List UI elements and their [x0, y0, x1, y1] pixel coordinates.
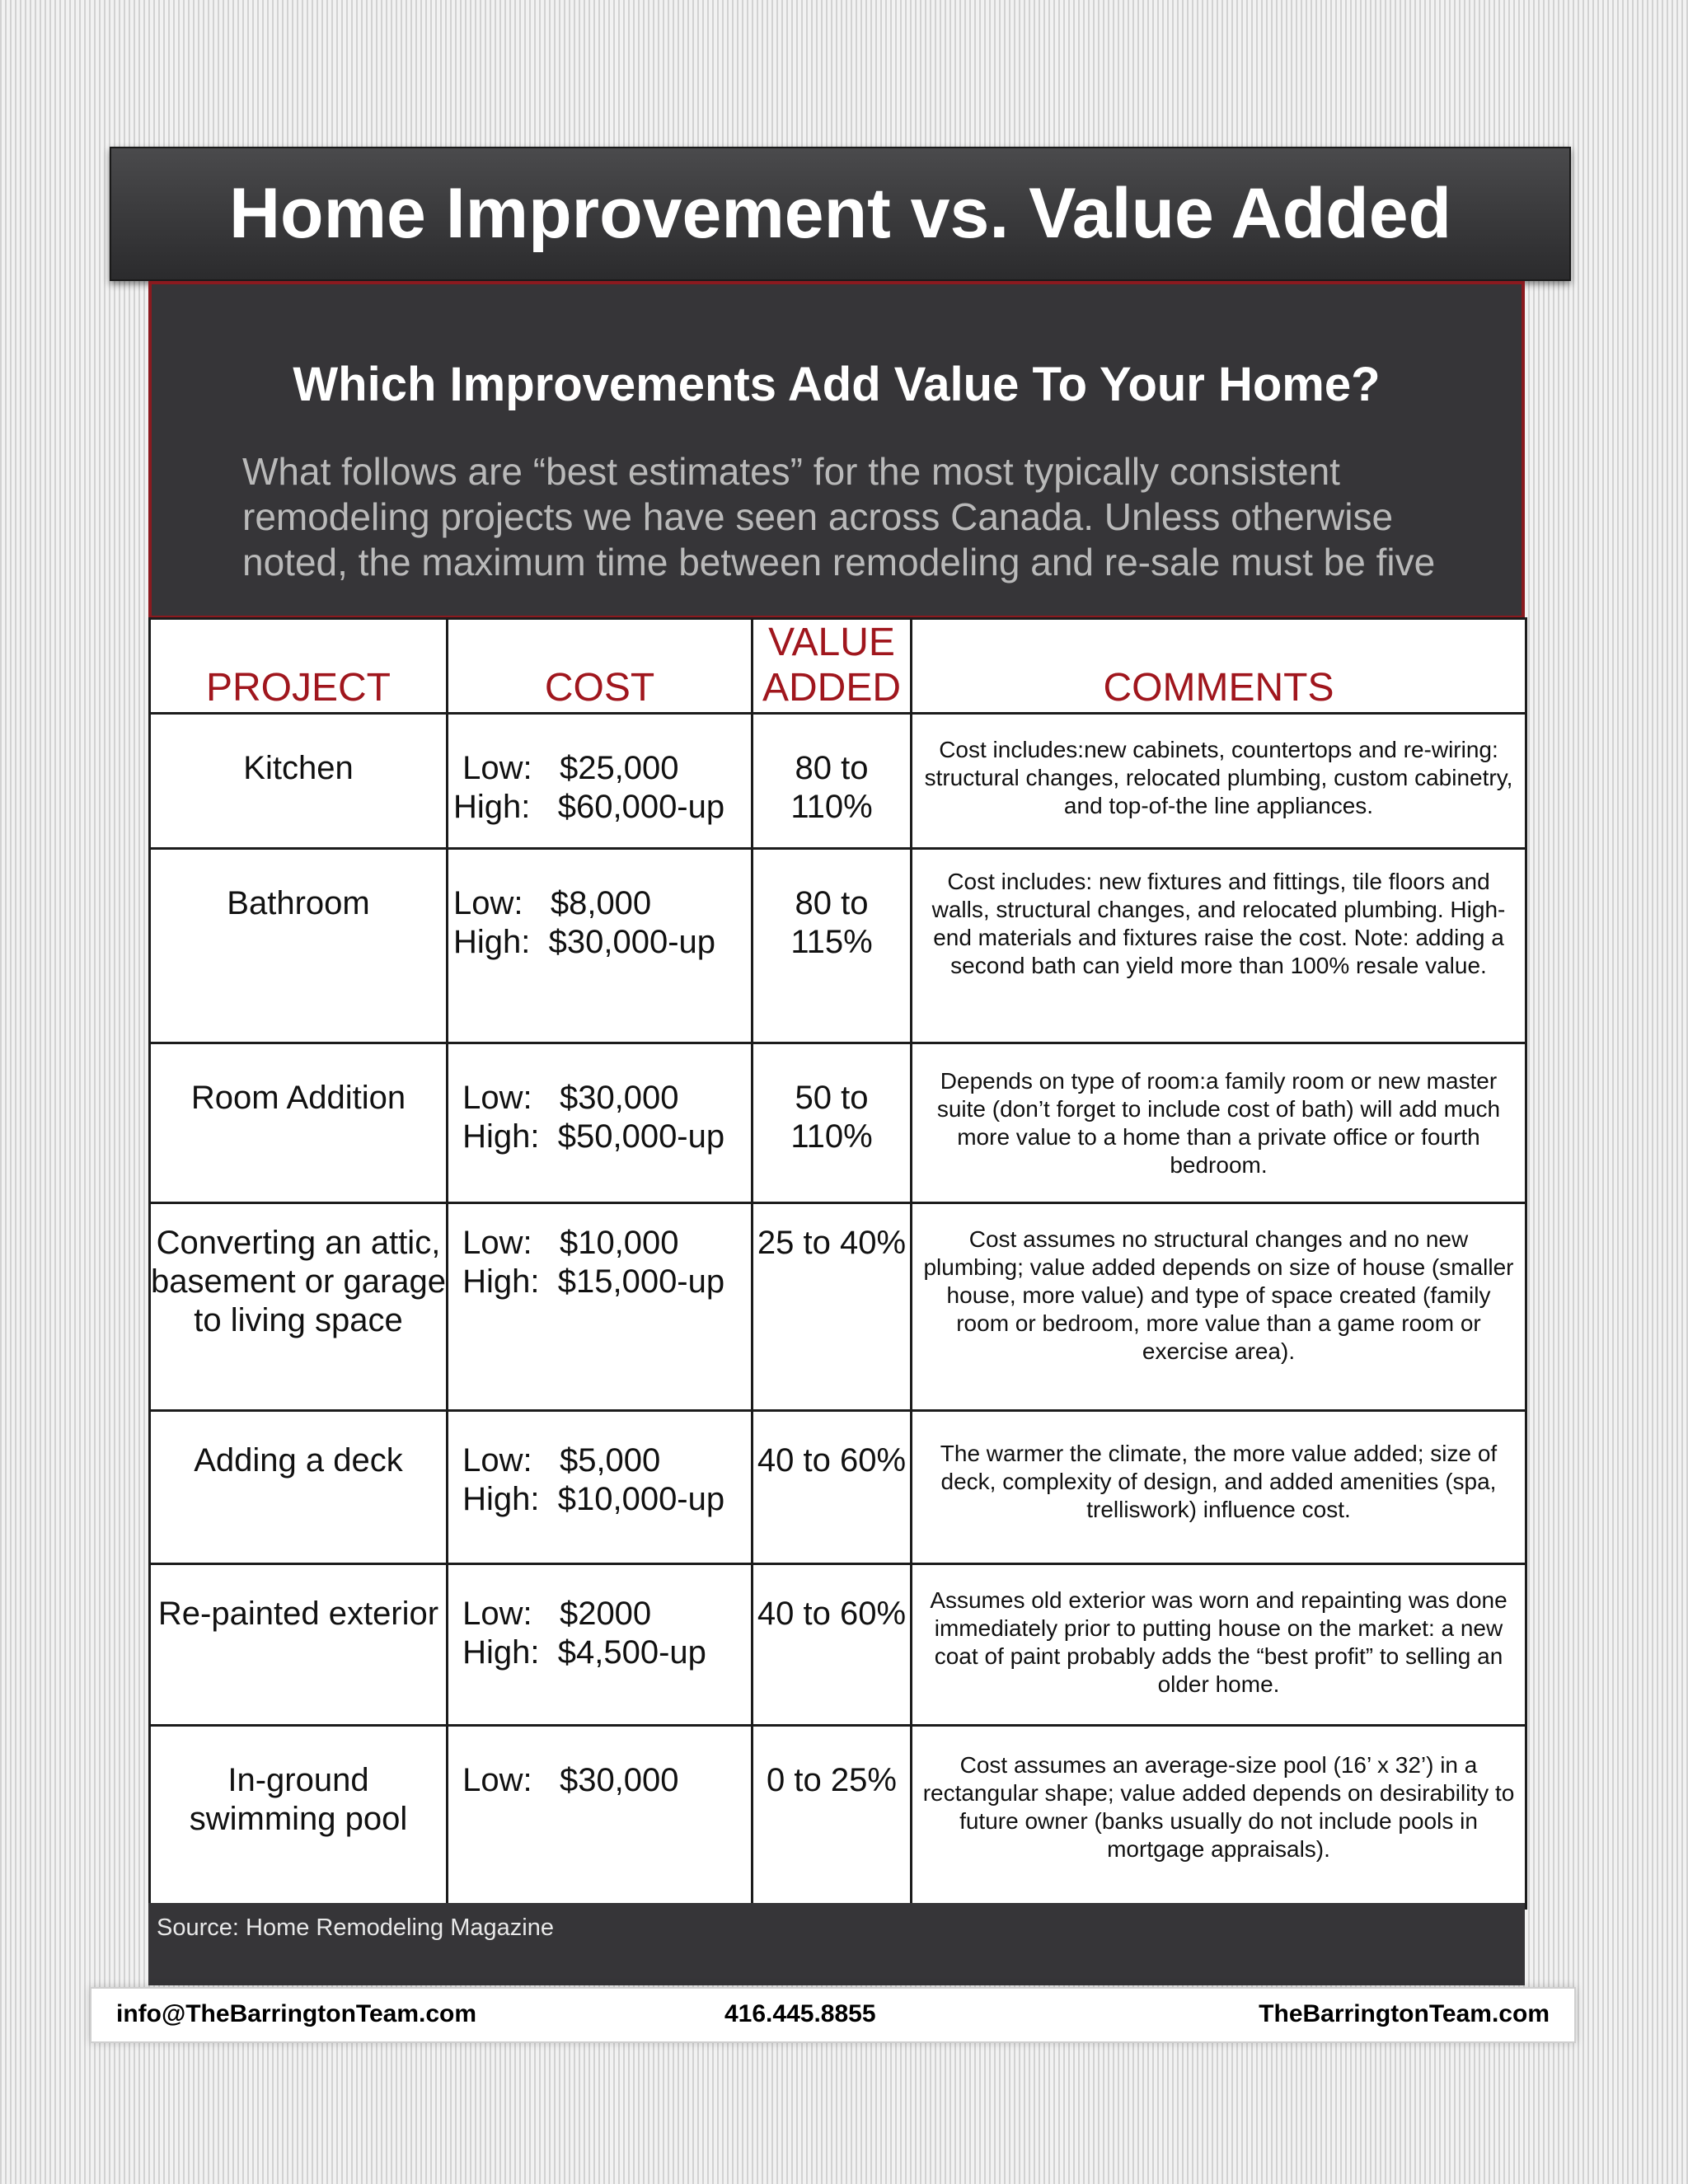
- project-cell: Adding a deck: [150, 1411, 448, 1564]
- value-cell: 80 to 110%: [753, 714, 912, 849]
- cost-low: Low: $10,000: [453, 1225, 679, 1261]
- table-row: [150, 714, 1526, 849]
- table-row: [150, 1564, 1526, 1726]
- header-cost: COST: [448, 619, 753, 714]
- comment-cell: Assumes old exterior was worn and repainting was done immediately prior to putting house on the market: a new coat of paint probably adds the “best profit” to selling an older home.: [912, 1564, 1526, 1726]
- cost-cell: [448, 714, 753, 849]
- footer-phone[interactable]: 416.445.8855: [724, 2000, 876, 2027]
- value-cell: 25 to 40%: [753, 1203, 912, 1411]
- header-project: PROJECT: [150, 619, 448, 714]
- value-cell: 50 to 110%: [753, 1043, 912, 1203]
- comment-cell: Cost assumes an average-size pool (16’ x 32’) in a rectangular shape; value added depends on desirability to future owner (banks usually do not include pools in mortgage appraisals).: [912, 1726, 1526, 1909]
- value-cell: 40 to 60%: [753, 1411, 912, 1564]
- header-value-added: [753, 619, 912, 714]
- cost-cell: [448, 1203, 753, 1411]
- subtitle: Which Improvements Add Value To Your Home?: [293, 358, 1381, 411]
- footer: [90, 1987, 1576, 2043]
- table-row: [150, 849, 1526, 1043]
- header-value-line1: VALUE: [768, 621, 895, 664]
- footer-website-link[interactable]: TheBarringtonTeam.com: [1259, 2000, 1550, 2027]
- comment-cell: Cost includes: new fixtures and fittings, tile floors and walls, structural changes, and relocated plumbing. High-end materials and fixtures raise the cost. Note: adding a second bath can yield more than 100% resale value.: [912, 849, 1526, 1043]
- cost-high: High: $30,000-up: [453, 924, 716, 960]
- cost-high: High: $4,500-up: [453, 1634, 706, 1671]
- cost-low: Low: $8,000: [453, 885, 652, 921]
- comment-cell: Cost includes:new cabinets, countertops and re-wiring: structural changes, relocated plumbing, custom cabinetry, and top-of-the line appliances.: [912, 714, 1526, 849]
- cost-cell: [448, 1043, 753, 1203]
- cost-low: Low: $5,000: [453, 1442, 661, 1479]
- comment-cell: Depends on type of room:a family room or new master suite (don’t forget to include cost of bath) will add much more value to a home than a private office or fourth bedroom.: [912, 1043, 1526, 1203]
- cost-high: High: $50,000-up: [453, 1118, 725, 1155]
- intro-text: What follows are “best estimates” for the most typically consistent remodeling projects we have seen across Canada. Unless otherwise noted, the maximum time between remodeling and re-sale must be five: [242, 450, 1436, 583]
- comment-cell: Cost assumes no structural changes and no new plumbing; value added depends on size of house (smaller house, more value) and type of space created (family room or bedroom, more value than a game room or exercise area).: [912, 1203, 1526, 1411]
- cost-cell: [448, 849, 753, 1043]
- project-cell: Converting an attic, basement or garage to living space: [150, 1203, 448, 1411]
- header-comments: COMMENTS: [912, 619, 1526, 714]
- source-text: Source: Home Remodeling Magazine: [157, 1915, 554, 1941]
- source-bar: [148, 1903, 1525, 1985]
- project-cell: Re-painted exterior: [150, 1564, 448, 1726]
- project-cell: In-ground swimming pool: [150, 1726, 448, 1909]
- project-cell: Bathroom: [150, 849, 448, 1043]
- value-cell: 80 to 115%: [753, 849, 912, 1043]
- project-cell: Room Addition: [150, 1043, 448, 1203]
- cost-low: Low: $30,000: [453, 1080, 679, 1116]
- cost-cell: [448, 1411, 753, 1564]
- table-row: [150, 1203, 1526, 1411]
- comment-cell: The warmer the climate, the more value added; size of deck, complexity of design, and added amenities (spa, trelliswork) influence cost.: [912, 1411, 1526, 1564]
- cost-low: Low: $25,000: [453, 750, 679, 786]
- project-cell: Kitchen: [150, 714, 448, 849]
- title-bar: [110, 147, 1571, 281]
- footer-email-link[interactable]: info@TheBarringtonTeam.com: [116, 2000, 477, 2027]
- table-row: [150, 1726, 1526, 1909]
- value-cell: 0 to 25%: [753, 1726, 912, 1909]
- cost-high: High: $60,000-up: [453, 789, 725, 825]
- cost-low: Low: $2000: [453, 1596, 652, 1632]
- cost-low: Low: $30,000: [453, 1762, 679, 1798]
- value-cell: 40 to 60%: [753, 1564, 912, 1726]
- header-value-line2: ADDED: [762, 666, 902, 710]
- cost-cell: [448, 1726, 753, 1909]
- page-title: Home Improvement vs. Value Added: [228, 174, 1452, 253]
- cost-high: High: $15,000-up: [453, 1263, 725, 1300]
- improvement-table: [148, 617, 1527, 1910]
- table-header-row: [150, 619, 1526, 714]
- cost-high: High: $10,000-up: [453, 1481, 725, 1517]
- cost-cell: [448, 1564, 753, 1726]
- intro-panel: [148, 281, 1525, 619]
- table-row: [150, 1411, 1526, 1564]
- table-row: [150, 1043, 1526, 1203]
